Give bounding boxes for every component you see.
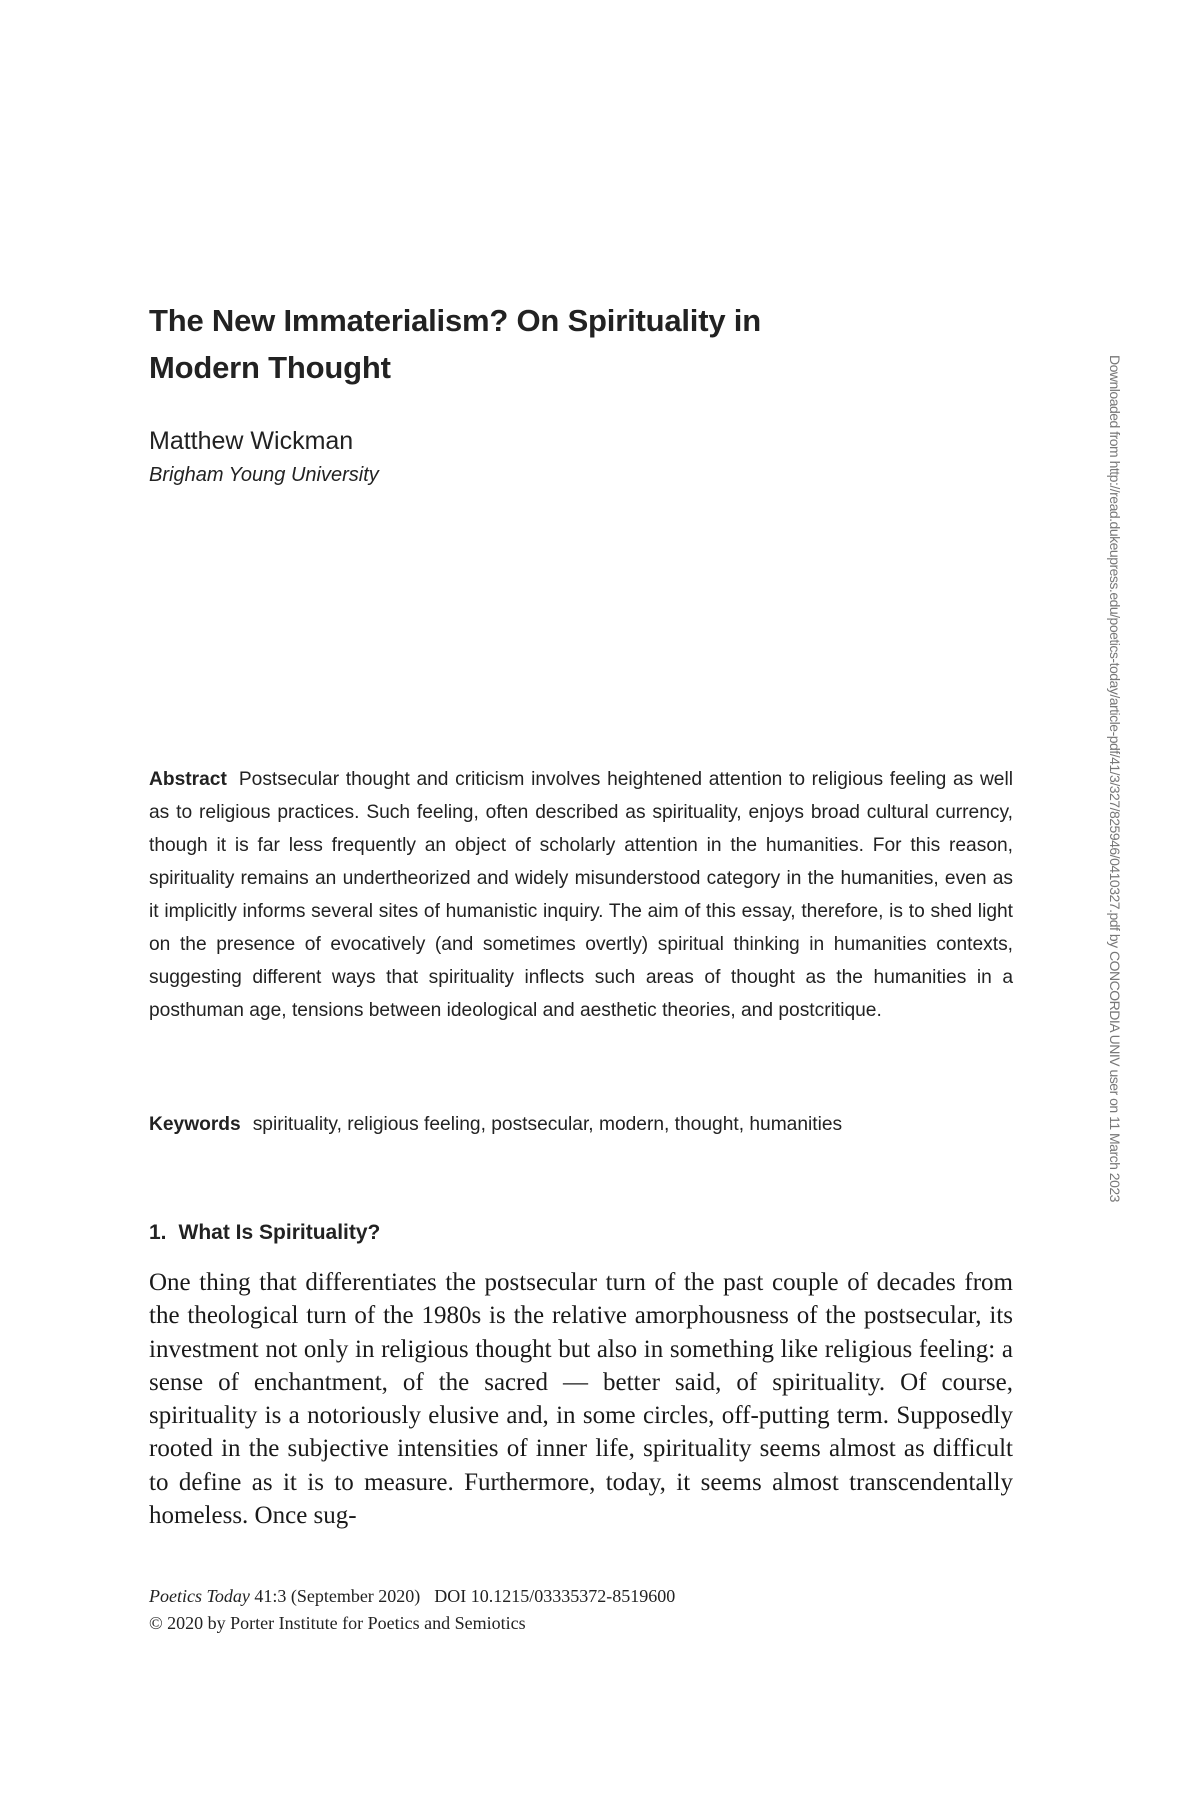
section-number: 1.	[149, 1221, 167, 1244]
author-affiliation: Brigham Young University	[149, 464, 379, 486]
abstract-text: Postsecular thought and criticism involves heightened attention to religious feeling as well as to religious practices. Such feeling, often described as spirituality, enjoys broad cultural currency, though it is far less frequently an object of scholarly attention in the humanities. For this reason, spirituality remains an undertheorized and widely misunderstood category in the humanities, even as it implicitly informs several sites of humanistic inquiry. The aim of this essay, therefore, is to shed light on the presence of evocatively (and sometimes overtly) spiritual thinking in humanities contexts, suggesting different ways that spirituality inflects such areas of thought as the humanities in a posthuman age, tensions between ideological and aesthetic theories, and postcritique.	[149, 769, 1013, 1021]
keywords	[149, 1110, 1013, 1140]
citation-line	[149, 1583, 675, 1610]
download-watermark: Downloaded from http://read.dukeupress.edu/poetics-today/article-pdf/41/3/327/825946/0410327.pdf by CONCORDIA UNIV user on 11 March 2023	[1107, 355, 1123, 1202]
article-title	[149, 297, 909, 391]
page-footer	[149, 1583, 675, 1637]
article-title-line-2: Modern Thought	[149, 350, 391, 385]
abstract-label: Abstract	[149, 769, 227, 790]
keywords-text: spirituality, religious feeling, postsecular, modern, thought, humanities	[252, 1114, 843, 1135]
journal-name: Poetics Today	[149, 1586, 250, 1606]
journal-issue: 41:3 (September 2020)	[254, 1586, 421, 1606]
section-title: What Is Spirituality?	[178, 1221, 381, 1244]
article-title-line-1: The New Immaterialism? On Spirituality in	[149, 303, 761, 338]
abstract	[149, 763, 1013, 1027]
section-heading	[149, 1218, 380, 1248]
copyright-line: © 2020 by Porter Institute for Poetics and Semiotics	[149, 1613, 526, 1633]
doi: DOI 10.1215/03335372-8519600	[434, 1586, 676, 1606]
author-name: Matthew Wickman	[149, 427, 354, 455]
body-paragraph: One thing that differentiates the postsecular turn of the past couple of decades from the theological turn of the 1980s is the relative amorphousness of the postsecular, its investment not only in religious thought but also in something like religious feeling: a sense of enchantment, of the sacred — better said, of spirituality. Of course, spirituality is a notoriously elusive and, in some circles, off-putting term. Supposedly rooted in the subjective intensities of inner life, spirituality seems almost as difficult to define as it is to measure. Furthermore, today, it seems almost transcendentally homeless. Once sug-	[149, 1269, 1013, 1530]
keywords-label: Keywords	[149, 1114, 241, 1135]
